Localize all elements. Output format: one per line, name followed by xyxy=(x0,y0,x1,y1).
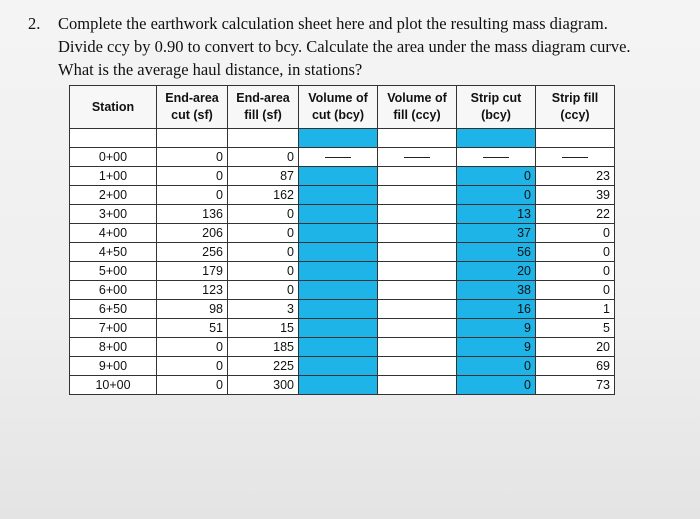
volume-cut-cell[interactable] xyxy=(299,338,378,357)
volume-fill-cell xyxy=(378,186,457,205)
table-row xyxy=(70,205,615,224)
endarea-cut-cell: 51 xyxy=(157,319,228,338)
strip-cut-cell[interactable]: 9 xyxy=(457,338,536,357)
volume-cut-cell[interactable] xyxy=(299,167,378,186)
endarea-fill-cell: 0 xyxy=(228,243,299,262)
question-number: 2. xyxy=(28,14,41,33)
strip-cut-cell[interactable]: 16 xyxy=(457,300,536,319)
table-body xyxy=(70,148,615,395)
table-row xyxy=(70,281,615,300)
dash-mark xyxy=(562,157,588,158)
strip-fill-cell: 22 xyxy=(536,205,615,224)
strip-fill-cell: 1 xyxy=(536,300,615,319)
station-cell: 4+00 xyxy=(70,224,157,243)
strip-cut-cell[interactable]: 9 xyxy=(457,319,536,338)
table-row xyxy=(70,300,615,319)
volume-cut-cell[interactable] xyxy=(299,186,378,205)
endarea-cut-cell: 136 xyxy=(157,205,228,224)
station-cell: 9+00 xyxy=(70,357,157,376)
endarea-cut-cell: 256 xyxy=(157,243,228,262)
endarea-cut-cell: 0 xyxy=(157,148,228,167)
table-row xyxy=(70,186,615,205)
volume-fill-cell xyxy=(378,281,457,300)
header-station: Station xyxy=(70,86,157,129)
volume-fill-cell xyxy=(378,376,457,395)
station-cell: 2+00 xyxy=(70,186,157,205)
question-line-3: What is the average haul distance, in stations? xyxy=(58,60,363,79)
spacer-row xyxy=(70,129,615,148)
table-row xyxy=(70,167,615,186)
strip-fill-cell: 20 xyxy=(536,338,615,357)
table-row xyxy=(70,224,615,243)
volume-cut-cell[interactable] xyxy=(299,357,378,376)
volume-fill-cell xyxy=(378,338,457,357)
dash-mark xyxy=(483,157,509,158)
station-cell: 10+00 xyxy=(70,376,157,395)
header-strip-cut: Strip cut (bcy) xyxy=(457,86,536,129)
strip-cut-cell[interactable]: 0 xyxy=(457,167,536,186)
strip-cut-cell[interactable]: 38 xyxy=(457,281,536,300)
strip-fill-cell xyxy=(536,148,615,167)
volume-cut-cell[interactable] xyxy=(299,319,378,338)
table-row xyxy=(70,338,615,357)
question-line-1: Complete the earthwork calculation sheet here and plot the resulting mass diagram. xyxy=(58,14,608,33)
strip-cut-cell[interactable]: 37 xyxy=(457,224,536,243)
strip-fill-cell: 5 xyxy=(536,319,615,338)
strip-fill-cell: 23 xyxy=(536,167,615,186)
volume-fill-cell xyxy=(378,167,457,186)
endarea-fill-cell: 15 xyxy=(228,319,299,338)
endarea-cut-cell: 0 xyxy=(157,376,228,395)
table-row xyxy=(70,262,615,281)
header-volume-cut: Volume of cut (bcy) xyxy=(299,86,378,129)
question-line-2: Divide ccy by 0.90 to convert to bcy. Calculate the area under the mass diagram curve. xyxy=(58,37,631,56)
station-cell: 7+00 xyxy=(70,319,157,338)
header-volume-fill: Volume of fill (ccy) xyxy=(378,86,457,129)
volume-fill-cell xyxy=(378,357,457,376)
station-cell: 5+00 xyxy=(70,262,157,281)
endarea-cut-cell: 206 xyxy=(157,224,228,243)
volume-fill-cell xyxy=(378,319,457,338)
dash-mark xyxy=(404,157,430,158)
endarea-fill-cell: 0 xyxy=(228,148,299,167)
endarea-fill-cell: 162 xyxy=(228,186,299,205)
volume-cut-cell[interactable] xyxy=(299,281,378,300)
endarea-cut-cell: 0 xyxy=(157,167,228,186)
volume-cut-cell[interactable] xyxy=(299,300,378,319)
table-row xyxy=(70,148,615,167)
strip-fill-cell: 0 xyxy=(536,281,615,300)
endarea-fill-cell: 0 xyxy=(228,281,299,300)
endarea-cut-cell: 0 xyxy=(157,338,228,357)
endarea-fill-cell: 3 xyxy=(228,300,299,319)
endarea-fill-cell: 0 xyxy=(228,262,299,281)
endarea-fill-cell: 0 xyxy=(228,205,299,224)
station-cell: 4+50 xyxy=(70,243,157,262)
endarea-cut-cell: 98 xyxy=(157,300,228,319)
endarea-cut-cell: 179 xyxy=(157,262,228,281)
endarea-fill-cell: 225 xyxy=(228,357,299,376)
earthwork-table xyxy=(69,85,615,395)
endarea-fill-cell: 87 xyxy=(228,167,299,186)
strip-cut-cell[interactable]: 13 xyxy=(457,205,536,224)
endarea-cut-cell: 0 xyxy=(157,186,228,205)
strip-cut-cell[interactable]: 56 xyxy=(457,243,536,262)
strip-fill-cell: 69 xyxy=(536,357,615,376)
endarea-fill-cell: 300 xyxy=(228,376,299,395)
table-row xyxy=(70,243,615,262)
volume-cut-cell[interactable] xyxy=(299,262,378,281)
volume-fill-cell xyxy=(378,205,457,224)
volume-cut-cell[interactable] xyxy=(299,224,378,243)
table-row xyxy=(70,319,615,338)
strip-fill-cell: 0 xyxy=(536,262,615,281)
strip-fill-cell: 0 xyxy=(536,224,615,243)
strip-cut-cell[interactable]: 0 xyxy=(457,357,536,376)
question-block xyxy=(28,12,678,81)
header-row xyxy=(70,86,615,129)
table-row xyxy=(70,376,615,395)
station-cell: 3+00 xyxy=(70,205,157,224)
station-cell: 8+00 xyxy=(70,338,157,357)
volume-cut-cell xyxy=(299,148,378,167)
volume-fill-cell xyxy=(378,243,457,262)
volume-fill-cell xyxy=(378,300,457,319)
strip-cut-cell[interactable]: 0 xyxy=(457,186,536,205)
strip-fill-cell: 39 xyxy=(536,186,615,205)
volume-cut-cell[interactable] xyxy=(299,243,378,262)
station-cell: 0+00 xyxy=(70,148,157,167)
strip-cut-cell[interactable]: 0 xyxy=(457,376,536,395)
endarea-cut-cell: 0 xyxy=(157,357,228,376)
volume-fill-cell xyxy=(378,224,457,243)
strip-fill-cell: 0 xyxy=(536,243,615,262)
header-endarea-fill: End-area fill (sf) xyxy=(228,86,299,129)
table-row xyxy=(70,357,615,376)
dash-mark xyxy=(325,157,351,158)
header-endarea-cut: End-area cut (sf) xyxy=(157,86,228,129)
station-cell: 1+00 xyxy=(70,167,157,186)
volume-fill-cell xyxy=(378,262,457,281)
station-cell: 6+00 xyxy=(70,281,157,300)
volume-cut-cell[interactable] xyxy=(299,376,378,395)
volume-fill-cell xyxy=(378,148,457,167)
endarea-fill-cell: 0 xyxy=(228,224,299,243)
header-strip-fill: Strip fill (ccy) xyxy=(536,86,615,129)
endarea-cut-cell: 123 xyxy=(157,281,228,300)
strip-cut-cell xyxy=(457,148,536,167)
strip-cut-cell[interactable]: 20 xyxy=(457,262,536,281)
volume-cut-cell[interactable] xyxy=(299,205,378,224)
strip-fill-cell: 73 xyxy=(536,376,615,395)
endarea-fill-cell: 185 xyxy=(228,338,299,357)
station-cell: 6+50 xyxy=(70,300,157,319)
